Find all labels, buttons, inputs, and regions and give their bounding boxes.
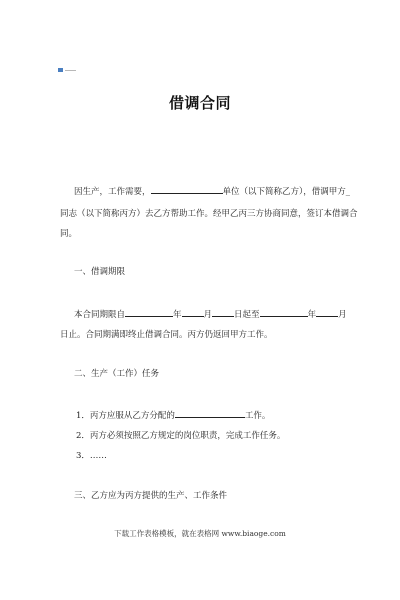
footer-note: 下载工作表格模板，就在表格网 www.biaoge.com [114,529,286,538]
assigned-work-blank [175,408,245,418]
logo-line [65,70,76,71]
term-year-label-1: 年 [173,310,182,320]
intro-text-b: 单位（以下简称乙方），借调甲方 [222,187,346,197]
item-1-text-a: 1．丙方应服从乙方分配的 [76,411,175,421]
section-3-heading: 三、乙方应为丙方提供的生产、工作条件 [74,491,228,501]
section-2-item-3: 3．…… [76,451,107,461]
start-month-blank [182,307,204,317]
intro-line-1 [74,184,350,198]
term-text-a: 本合同期限自 [74,310,126,320]
item-1-text-b: 工作。 [244,411,271,421]
intro-blank-unit [151,184,223,194]
section-1-line-1 [74,307,347,321]
end-year-blank [260,307,308,317]
term-day-label-1: 日起至 [234,310,260,320]
section-2-heading: 二、生产（工作）任务 [74,369,160,379]
intro-line-3: 同。 [60,229,78,239]
term-year-label-2: 年 [307,310,317,320]
intro-text-c: _ [345,187,351,197]
intro-line-2: 同志（以下简称丙方）去乙方帮助工作。经甲乙丙三方协商同意，签订本借调合 [60,209,358,219]
intro-text-a: 因生产，工作需要， [74,187,151,197]
term-month-label-2: 月 [338,310,347,320]
section-2-item-1 [76,408,270,422]
start-day-blank [212,307,234,317]
section-1-line-2: 日止。合同期满即终止借调合同。丙方仍返回甲方工作。 [60,330,273,340]
logo-square [58,68,63,72]
term-month-label-1: 月 [203,310,213,320]
logo-mark [58,68,76,72]
end-month-blank [316,307,338,317]
start-year-blank [125,307,173,317]
section-2-item-2: 2．丙方必须按照乙方规定的岗位职责，完成工作任务。 [76,431,286,441]
section-1-heading: 一、借调期限 [74,267,126,277]
document-title: 借调合同 [168,94,231,112]
